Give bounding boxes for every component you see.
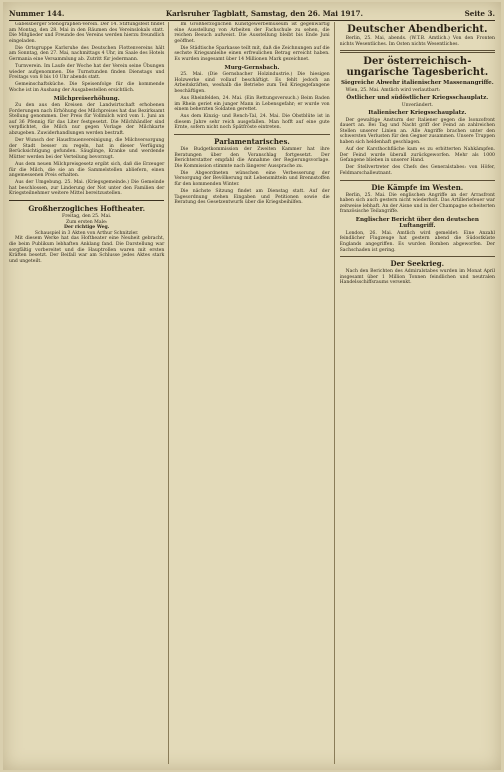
article-paragraph: Aus dem Kinzig- und Rench-Tal, 24. Mai. Die Obstblüte ist in diesem Jahre sehr reich ausgefallen. Man hofft auf eine gute Ernte, sofern nicht noch Spätfröste eintreten. [174,114,330,131]
article-paragraph: Aus dem neuen Milchpreisgesetz ergibt sich, daß die Erzeuger für die Milch, die sie an die Sammelstellen abliefern, einen angemessenen Preis erhalten. [9,161,165,179]
article-paragraph: Auf der Karsthochfläche kam es zu erbitterten Nahkämpfen. Der Feind wurde überall zurückgeworfen. Mehr als 1000 Gefangene blieben in unserer Hand. [339,147,495,164]
section-heading: Der österreichisch-ungarische Tagesbericht. [346,56,489,79]
divider [340,180,495,181]
article-paragraph: Mit diesem Werke hat das Hoftheater eine Neuheit gebracht, die beim Publikum lebhaften Anklang fand. Die Darstellung war sorgfältig vorbereitet und die Hauptrollen waren mit ersten Kräften besetzt. Der Beifall war am Schlusse jedes Aktes stark und ungeteilt. [9,236,165,264]
article-paragraph: Die Städtische Sparkasse teilt mit, daß die Zeichnungen auf die sechste Kriegsanleihe einen erfreulichen Betrag erreicht haben. Es wurden insgesamt über 14 Millionen Mark gezeichnet. [174,45,330,63]
divider [340,256,495,257]
section-heading: Deutscher Abendbericht. [347,24,488,35]
article-paragraph: Wien, 25. Mai. Amtlich wird verlautbart: [345,87,441,93]
section-heading: Der Seekrieg. [390,259,445,269]
subheading: Italienischer Kriegsschauplatz. [368,110,467,117]
article-paragraph: Nach den Berichten des Admiralstabes wurden im Monat April insgesamt über 1 Million Tonnen feindlichen und neutralen Handelsschiffsraums versenkt. [339,269,495,286]
subheading: Siegreiche Abwehr italienischer Massenangriffe. [340,80,494,87]
article-paragraph: Gemeinschaftsküche. Die Speisenfolge für die kommende Woche ist im Aushang der Ausgabestellen ersichtlich. [9,82,165,94]
theatre-section [9,200,164,264]
page-number: Seite 3. [464,8,495,18]
newspaper-page [3,2,501,770]
article-paragraph: Die Budgetkommission der Zweiten Kammer hat ihre Beratungen über den Voranschlag fortgesetzt. Der Berichterstatter empfahl die Annahme der Regierungsvorlage. Die Kommission stimmte nach längerer Aussprache zu. [174,147,330,169]
article-paragraph: 25. Mai. (Die Gernsbacher Holzindustrie.) Die hiesigen Holzwerke sind vollauf beschäftigt. Es fehlt jedoch an Arbeitskräften, weshalb die Betriebe zum Teil Kriegsgefangene beschäftigen. [174,72,330,94]
divider [340,50,495,53]
theatre-date: Freitag, den 25. Mai. [62,214,112,220]
masthead [9,6,495,21]
article-paragraph: Die Ortsgruppe Karlsruhe des Deutschen Flottenvereins hält am Sonntag, den 27. Mai, nachmittags 4 Uhr, im Saale des Hotels Germania eine Versammlung ab. Zutritt für jedermann. [9,45,165,63]
section-heading: Die Kämpfe im Westen. [371,182,464,192]
column-3 [340,22,495,764]
theatre-play-subtitle: Schauspiel in 3 Akten von Arthur Schnitzler. [34,230,139,236]
article-paragraph: Die nächste Sitzung findet am Dienstag statt. Auf der Tagesordnung stehen Eingaben und Petitionen sowie die Beratung des Gesetzentwurfs über die Kriegsbeihilfen. [174,189,330,206]
subheading: Englischer Bericht über den deutschen Luftangriff. [355,216,479,230]
theatre-play-title: Der richtige Weg. [63,225,110,231]
article-paragraph: Der gewaltige Ansturm der Italiener gegen die Isonzofront dauert an. Bei Tag und Nacht griff der Feind an zahlreichen Stellen unserer Linien an. Alle Angriffe brachen unter den schwersten Verlusten für den Gegner zusammen. Unsere Truppen haben sich heldenhaft geschlagen. [339,117,495,145]
theatre-first-performance: Zum ersten Male: [65,219,108,225]
column-2 [174,22,334,764]
article-paragraph: Aus Rheinfelden, 24. Mai. (Ein Rettungsversuch.) Beim Baden im Rhein geriet ein junger Mann in Lebensgefahr; er wurde von einem beherzten Soldaten gerettet. [174,95,330,113]
section-heading: Murg-Gernsbach. [224,64,280,71]
article-paragraph: Der Wunsch der Hausfrauenvereinigung, die Milchversorgung der Stadt besser zu regeln, hat in dieser Verfügung Berücksichtigung gefunden. Säuglinge, Kranke und werdende Mütter werden bei der Verteilung bevorzugt. [9,138,165,160]
article-paragraph: Berlin, 25. Mai. Die englischen Angriffe an der Arrasfront haben sich auch gestern nicht wiederholt. Das Artilleriefeuer war zeitweise lebhaft. An der Aisne und in der Champagne scheiterten französische Teilangriffe. [339,192,495,215]
article-paragraph: Aus der Umgebung. 25. Mai. (Kriegsgemeinde.) Die Gemeinde hat beschlossen, zur Linderung der Not unter den Familien der Kriegsteilnehmer weitere Mittel bereitzustellen. [9,180,165,197]
article-paragraph: Unverändert. [401,102,433,108]
section-heading: Parlamentarisches. [214,137,290,146]
columns [9,22,495,764]
subheading: Östlicher und südöstlicher Kriegsschauplatz. [346,95,489,102]
divider [174,134,329,135]
issue-number: Nummer 144. [9,8,65,18]
article-paragraph: Die Abgeordneten wünschen eine Verbesserung der Versorgung der Bevölkerung mit Lebensmitteln und Brennstoffen für den kommenden Winter. [174,170,330,188]
article-paragraph: Der Stellvertreter des Chefs des Generalstabes: von Höfer, Feldmarschalleutnant. [339,165,495,176]
article-paragraph: Zu den aus den Kreisen der Landwirtschaft erhobenen Forderungen nach Erhöhung des Milchpreises hat das Bezirksamt Stellung genommen. Der Preis für Vollmilch wird vom 1. Juni an auf 36 Pfennig für das Liter festgesetzt. Die Milchhändler sind verpflichtet, die Milch nur gegen Vorlage der Milchkarte abzugeben. Zuwiderhandlungen werden bestraft. [9,103,165,136]
article-paragraph: Gabelsberger Stenographen-Verein. Der 14. Stiftungsfest findet am Montag, den 28. Mai in den Räumen des Vereinslokals statt. Die Mitglieder und Freunde des Vereins werden hierzu freundlich eingeladen. [9,22,165,44]
article-paragraph: Berlin, 25. Mai, abends. (W.T.B. Amtlich.) Von den Fronten nichts Wesentliches. Im Osten nichts Wesentliches. [339,36,495,47]
section-heading: Milchpreiserhöhung. [53,95,120,102]
theatre-heading: Großherzogliches Hoftheater. [28,204,146,214]
newspaper-title: Karlsruher Tagblatt, Samstag, den 26. Mai 1917. [165,8,364,18]
article-paragraph: Turnverein. Im Laufe der Woche hat der Verein seine Übungen wieder aufgenommen. Die Turnstunden finden Dienstags und Freitags von 8 bis 10 Uhr abends statt. [9,64,165,81]
article-paragraph: London, 26. Mai. Amtlich wird gemeldet: Eine Anzahl feindlicher Flugzeuge hat gestern abend die Südostküste Englands angegriffen. Es wurden Bomben abgeworfen. Der Sachschaden ist gering. [339,230,495,253]
column-1 [9,22,169,764]
article-paragraph: Im Großherzoglichen Kunstgewerbemuseum ist gegenwärtig eine Ausstellung von Arbeiten der Fachschule zu sehen, die reichen Besuch aufweist. Die Ausstellung bleibt bis Ende Juni geöffnet. [174,22,330,44]
